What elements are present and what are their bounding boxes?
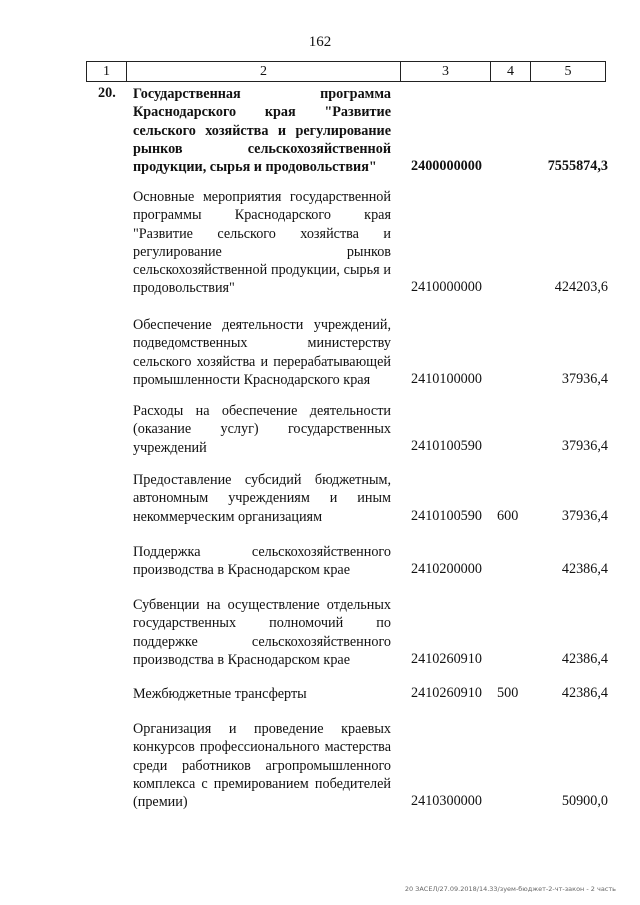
row-amount: 7555874,3 (547, 158, 608, 174)
row-amount: 37936,4 (561, 371, 608, 387)
row-expense-type: 500 (497, 685, 519, 701)
row-number: 20. (98, 85, 116, 101)
row-description: Государственная программа Краснодарского края "Развитие сельского хозяйства и регулирование рынков сельскохозяйственной продукции, сырья и продовольствия" (133, 86, 391, 176)
row-description: Расходы на обеспечение деятельности (оказание услуг) государственных учреждений (133, 403, 391, 456)
row-code: 2410300000 (411, 793, 482, 809)
row-description: Обеспечение деятельности учреждений, подведомственных министерству сельского хозяйства и перерабатывающей промышленности Краснодарского края (133, 317, 391, 388)
row-amount: 37936,4 (561, 508, 608, 524)
header-col-5: 5 (530, 62, 606, 81)
header-col-1: 1 (86, 62, 126, 81)
row-amount: 42386,4 (561, 561, 608, 577)
row-description: Предоставление субсидий бюджетным, автономным учреждениям и иным некоммерческим организациям (133, 472, 391, 525)
row-amount: 42386,4 (561, 685, 608, 701)
row-amount: 424203,6 (554, 279, 608, 295)
page-number: 162 (308, 34, 332, 50)
row-code: 2410100590 (411, 508, 482, 524)
header-col-2: 2 (126, 62, 400, 81)
header-col-3: 3 (400, 62, 490, 81)
header-col-4: 4 (490, 62, 530, 81)
table-header-row (86, 61, 606, 82)
row-amount: 37936,4 (561, 438, 608, 454)
row-code: 2410000000 (411, 279, 482, 295)
row-description: Поддержка сельскохозяйственного производства в Краснодарском крае (133, 544, 391, 579)
row-code: 2400000000 (411, 158, 482, 174)
row-code: 2410260910 (411, 685, 482, 701)
row-amount: 42386,4 (561, 651, 608, 667)
row-code: 2410200000 (411, 561, 482, 577)
row-description: Организация и проведение краевых конкурсов профессионального мастерства среди работников агропромышленного комплекса с премированием победителей (премии) (133, 721, 391, 811)
row-description: Межбюджетные трансферты (133, 686, 307, 702)
row-code: 2410100590 (411, 438, 482, 454)
row-description: Основные мероприятия государственной программы Краснодарского края "Развитие сельского хозяйства и регулирование рынков сельскохозяйственной продукции, сырья и продовольствия" (133, 189, 391, 297)
row-description: Субвенции на осуществление отдельных государственных полномочий по поддержке сельскохозяйственного производства в Краснодарском крае (133, 597, 391, 668)
row-expense-type: 600 (497, 508, 519, 524)
row-code: 2410100000 (411, 371, 482, 387)
footer-stamp: 20 ЗАСЕЛ/27.09.2018/14.33/зуем-бюджет-2-чт-закон - 2 часть (404, 885, 616, 893)
row-amount: 50900,0 (561, 793, 608, 809)
row-code: 2410260910 (411, 651, 482, 667)
